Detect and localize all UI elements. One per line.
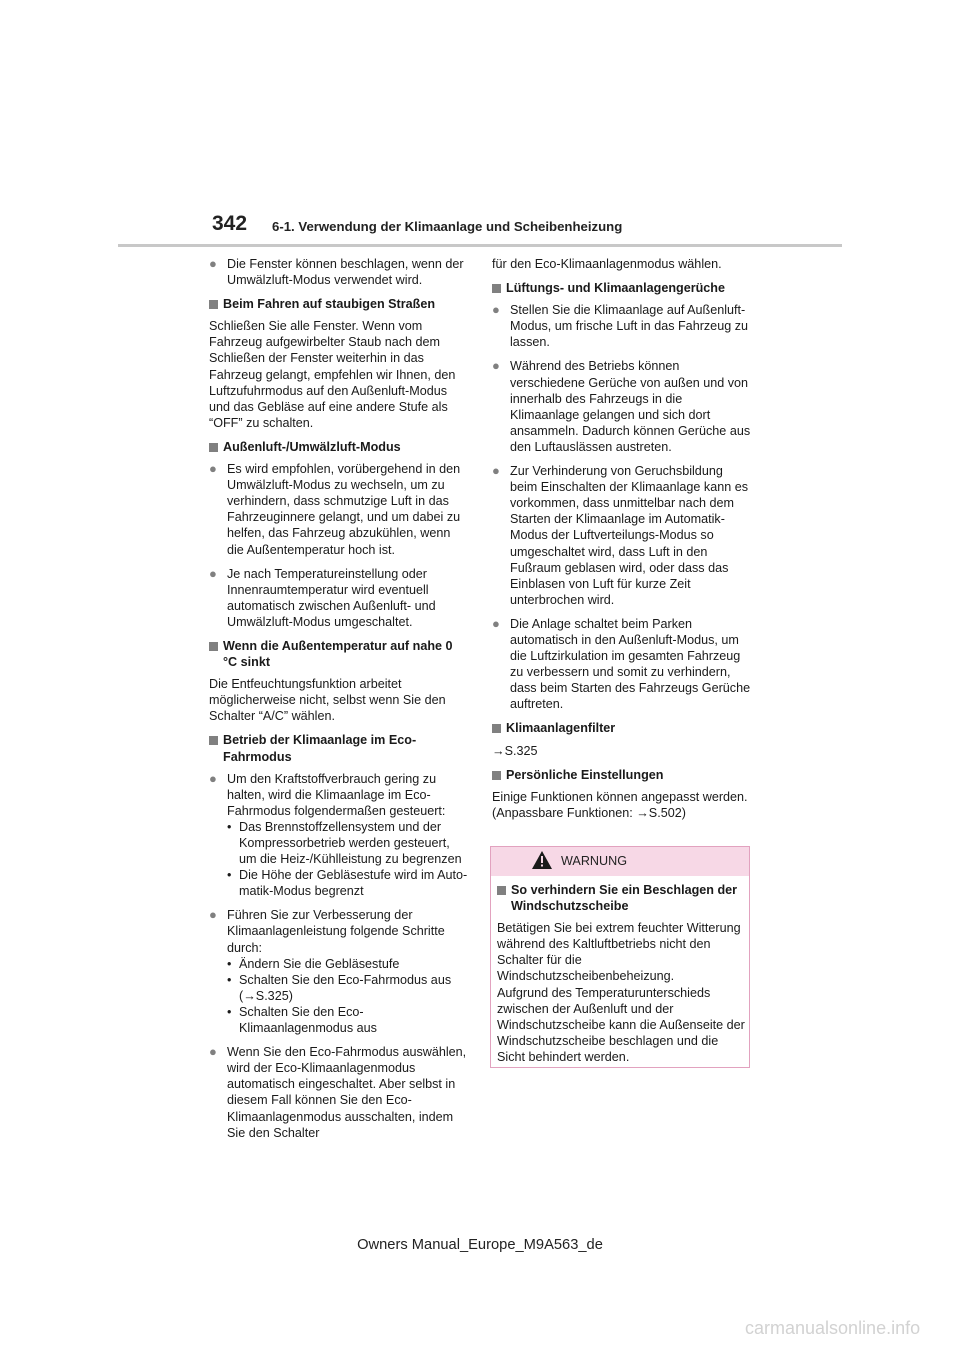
right-column	[492, 256, 752, 821]
section-heading: Beim Fahren auf staubigen Straßen	[209, 296, 469, 312]
sub-bullet: • Das Brennstoffzellensystem und der Kompressorbetrieb werden gesteuert, um die Heiz-/Kühlleistung zu begrenzen	[227, 819, 469, 867]
section-heading: Lüftungs- und Klimaanlagengerüche	[492, 280, 752, 296]
paragraph-continuation: für den Eco-Klimaanlagenmodus wählen.	[492, 257, 722, 271]
sub-bullet: • Die Höhe der Gebläsestufe wird im Auto-matik-Modus begrenzt	[227, 867, 469, 899]
sub-bullet: • Schalten Sie den Eco-Klimaanlagenmodus aus	[227, 1004, 469, 1036]
section-heading: Betrieb der Klimaanlage im Eco-Fahrmodus	[209, 732, 469, 764]
page-number: 342	[212, 212, 248, 235]
warning-triangle-icon	[531, 850, 553, 875]
warning-label: WARNUNG	[561, 854, 627, 868]
paragraph	[492, 789, 752, 821]
warning-box	[490, 846, 750, 1068]
section-heading: Wenn die Außentemperatur auf nahe 0 °C sinkt	[209, 638, 469, 670]
watermark: carmanualsonline.info	[745, 1318, 921, 1338]
paragraph: Die Entfeuchtungsfunktion arbeitet möglicherweise nicht, selbst wenn Sie den Schalter “A/C” wählen.	[209, 677, 446, 724]
bullet-item: ● Wenn Sie den Eco-Fahrmodus auswählen, wird der Eco-Klimaanlagenmodus automatisch eingeschaltet. Aber selbst in diesem Fall können Sie den Eco-Klimaanlagenmodus ausschalten, indem Sie den Schalter	[209, 1044, 469, 1141]
bullet-item	[209, 771, 469, 900]
section-heading: Außenluft-/Umwälzluft-Modus	[209, 439, 469, 455]
bullet-item: ● Die Fenster können beschlagen, wenn der Umwälzluft-Modus verwendet wird.	[209, 256, 469, 288]
bullet-item: ● Stellen Sie die Klimaanlage auf Außenluft-Modus, um frische Luft in das Fahrzeug zu lassen.	[492, 302, 752, 350]
section-title: 6-1. Verwendung der Klimaanlage und Scheibenheizung	[272, 219, 623, 234]
warning-paragraph: Betätigen Sie bei extrem feuchter Witterung während des Kaltluftbetriebs nicht den Schalter für die Windschutzscheibenbeheizung.	[497, 921, 741, 984]
warning-paragraph: Aufgrund des Temperaturunterschieds zwischen der Außenluft und der Windschutzscheibe kann die Außenseite der Windschutzscheibe beschlagen und die Sicht behindert werden.	[497, 985, 745, 1064]
custom-functions-reference: (Anpassbare Funktionen: →S.502)	[492, 805, 686, 820]
section-heading: Klimaanlagenfilter	[492, 720, 752, 736]
warning-header	[491, 847, 749, 876]
bullet-item: ● Es wird empfohlen, vorübergehend in den Umwälzluft-Modus zu wechseln, um zu verhindern, dass schmutzige Luft in das Fahrzeuginnere gelangt, und um dabei zu helfen, das Fahrzeug abzukühlen, wenn die Außentemperatur hoch ist.	[209, 461, 469, 558]
header-divider	[118, 244, 842, 247]
page-reference-link[interactable]: →S.325	[492, 743, 538, 758]
bullet-item: ● Je nach Temperatureinstellung oder Innenraumtemperatur wird eventuell automatisch zwischen Außenluft- und Umwälzluft-Modus umgeschaltet.	[209, 566, 469, 630]
warning-body	[491, 876, 749, 1065]
bullet-item: ● Zur Verhinderung von Geruchsbildung beim Einschalten der Klimaanlage kann es vorkommen, dass unmittelbar nach dem Starten der Klimaanlage im Automatik-Modus der Luftverteilungs-Modus so umgeschaltet wird, dass Luft in den Fußraum geblasen wird, oder dass das Einblasen von Luft für kurze Zeit unterbrochen wird.	[492, 463, 752, 608]
bullet-item: ● Die Anlage schaltet beim Parken automatisch in den Außenluft-Modus, um die Luftzirkulation im gesamten Fahrzeug zu verbessern und somit zu verhindern, dass beim Starten des Fahrzeugs Gerüche auftreten.	[492, 616, 752, 713]
paragraph-text: Einige Funktionen können angepasst werden.	[492, 789, 748, 804]
paragraph: Schließen Sie alle Fenster. Wenn vom Fahrzeug aufgewirbelter Staub nach dem Schließen der Fenster weiterhin in das Fahrzeug gelangt, empfehlen wir Ihnen, den Luftzufuhrmodus auf den Außenluft-Modus und das Gebläse auf eine andere Stufe als “OFF” zu schalten.	[209, 319, 456, 430]
bullet-text: Um den Kraftstoffverbrauch gering zu halten, wird die Klimaanlage im Eco-Fahrmodus folgendermaßen gesteuert:	[227, 771, 446, 818]
bullet-item	[209, 907, 469, 1036]
sub-bullet: • Schalten Sie den Eco-Fahrmodus aus (→S.325)	[227, 972, 469, 1004]
section-heading: Persönliche Einstellungen	[492, 767, 752, 783]
bullet-text: Führen Sie zur Verbesserung der Klimaanlagenleistung folgende Schritte durch:	[227, 908, 445, 955]
bullet-item: ● Während des Betriebs können verschiedene Gerüche von außen und von innerhalb des Fahrzeugs in die Klimaanlage gelangen und sich dort ansammeln. Dadurch können Gerüche aus den Luftauslässen austreten.	[492, 358, 752, 455]
sub-bullet: • Ändern Sie die Gebläsestufe	[227, 956, 469, 972]
warning-heading: So verhindern Sie ein Beschlagen der Windschutzscheibe	[497, 882, 745, 914]
left-column	[209, 256, 469, 1149]
footer-document-id: Owners Manual_Europe_M9A563_de	[357, 1237, 603, 1253]
